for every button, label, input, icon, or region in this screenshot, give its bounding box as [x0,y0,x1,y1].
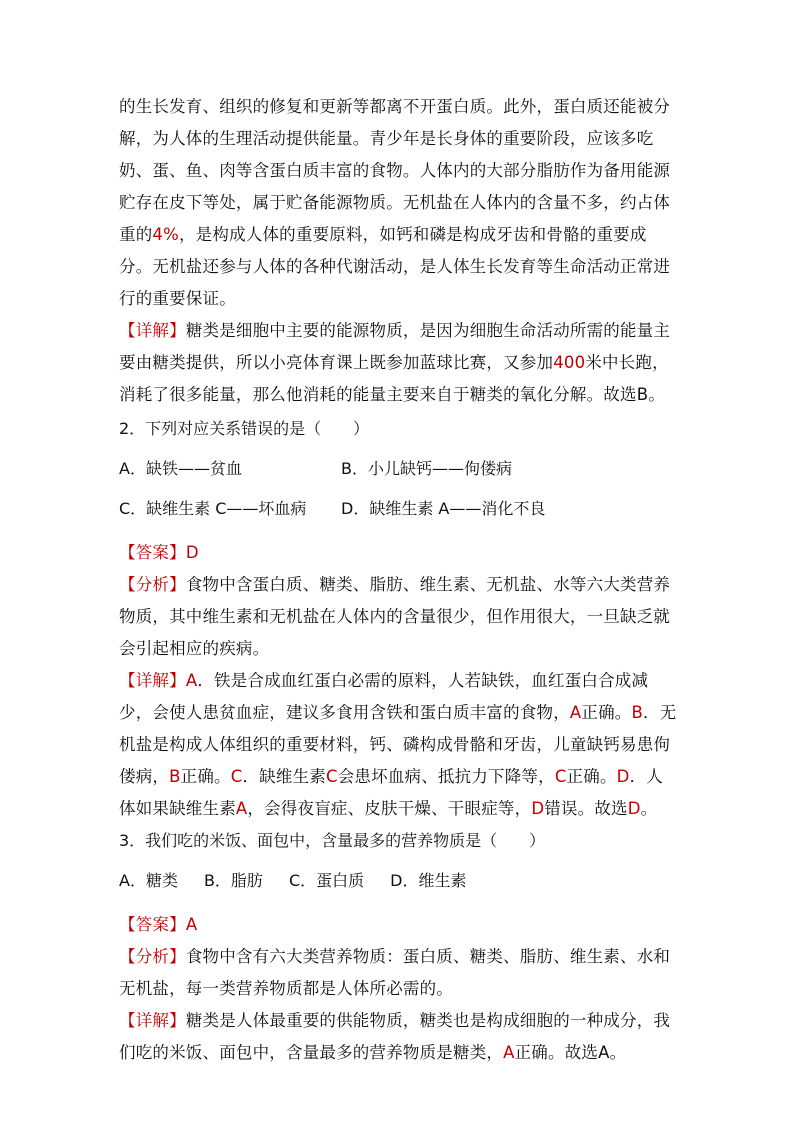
detail-tag: 【详解】 [119,671,186,690]
text: ．无机盐是构成人体组织的重要材料，钙、磷构成骨骼和牙齿，儿童缺钙易患佝偻病， [119,703,677,786]
detail-tag: 【详解】 [119,1011,186,1030]
text: 正确。 [581,703,632,722]
text: 。 [609,1043,627,1062]
answer-letter: A [185,915,198,934]
text: 会患坏血病、抵抗力下降等， [337,767,555,786]
answer-tag: 【答案】 [119,543,186,562]
letter: B [631,703,644,722]
letter: B [169,767,181,786]
text: 食物中含蛋白质、糖类、脂肪、维生素、无机盐、水等六大类营养物质，其中维生素和无机盐在人体内的含量很少，但作用很大，一旦缺乏就会引起相应的疾病。 [119,575,671,658]
q3-analysis [119,941,679,1005]
detail-tag: 【详解】 [119,321,186,340]
text: 。 [640,799,658,818]
answer-letter: A [598,1043,610,1062]
text: ．缺维生素 [242,767,326,786]
answer-tag: 【答案】 [119,915,186,934]
text: 糖类是细胞中主要的能源物质，是因为细胞生命活动所需的能量主要由糖类提供，所以小亮体育课上既参加蓝球比赛，又参加 [119,321,671,372]
letter: A [185,671,198,690]
analysis-tag: 【分析】 [119,947,186,966]
letter: D [616,767,630,786]
q2-detail [119,665,679,825]
text: 糖类是人体最重要的供能物质，糖类也是构成细胞的一种成分，我们吃的米饭、面包中，含量最多的营养物质是糖类， [119,1011,671,1062]
text: 。 [648,385,665,404]
percent-value: 4% [152,225,179,244]
text: 正确。 [566,767,617,786]
q2-option-a: A．缺铁——贫血 [119,459,242,478]
text: ．人体如果缺维生素 [119,767,663,818]
paragraph-continuation [119,91,679,315]
text: 米中长跑，消耗了很多能量，那么他消耗的能量主要来自于糖类的氧化分解。故选 [119,353,669,404]
q3-answer [119,909,679,941]
q1-detail [119,315,679,411]
text: 食物中含有六大类营养物质：蛋白质、糖类、脂肪、维生素、水和无机盐，每一类营养物质都是人体所必需的。 [119,947,671,998]
letter: A [569,703,582,722]
text: 正确。故选 [514,1043,599,1062]
q2-stem: 2．下列对应关系错误的是（ ） [119,419,370,438]
q2-options-row-2 [119,497,679,521]
text: ．铁是合成血红蛋白必需的原料，人若缺铁，血红蛋白合成减少，会使人患贫血症，建议多食用含铁和蛋白质丰富的食物， [119,671,649,722]
number-value: 400 [553,353,586,372]
q2-options-row-1 [119,457,679,481]
q2-option-d: D．缺维生素 A——消化不良 [341,499,546,518]
letter: A [503,1043,515,1062]
q3-options-row [119,869,679,893]
text: 正确。 [180,767,231,786]
answer-letter: D [185,543,199,562]
letter: C [554,767,567,786]
answer-letter: B [636,385,649,404]
letter: D [531,799,545,818]
text: ，会得夜盲症、皮肤干燥、干眼症等， [247,799,532,818]
q2-option-b: B．小儿缺钙——佝偻病 [341,459,512,478]
analysis-tag: 【分析】 [119,575,186,594]
letter: C [230,767,243,786]
q2-answer [119,537,679,569]
q3-option-a: A．糖类 [119,871,178,890]
q3-stem: 3．我们吃的米饭、面包中，含量最多的营养物质是（ ） [119,831,546,850]
q2-analysis [119,569,679,665]
text: 的生长发育、组织的修复和更新等都离不开蛋白质。此外，蛋白质还能被分解，为人体的生理活动提供能量。青少年是长身体的重要阶段，应该多吃奶、蛋、鱼、肉等含蛋白质丰富的食物。人体内的大部分脂肪作为备用能源贮存在皮下等处，属于贮备能源物质。无机盐在人体内的含量不多，约占体重的 [119,97,671,244]
q3-option-c: C．蛋白质 [288,871,365,890]
letter: A [235,799,248,818]
q2-option-c: C．缺维生素 C——坏血病 [119,499,307,518]
text: ，是构成人体的重要原料，如钙和磷是构成牙齿和骨骼的重要成分。无机盐还参与人体的各种代谢活动，是人体生长发育等生命活动正常进行的重要保证。 [119,225,671,308]
text: 错误。故选 [544,799,628,818]
q3-option-d: D．维生素 [390,871,467,890]
q3-detail [119,1005,679,1069]
document-page [119,91,679,1069]
letter: C [325,767,338,786]
q3-option-b: B．脂肪 [203,871,263,890]
letter: D [627,799,641,818]
